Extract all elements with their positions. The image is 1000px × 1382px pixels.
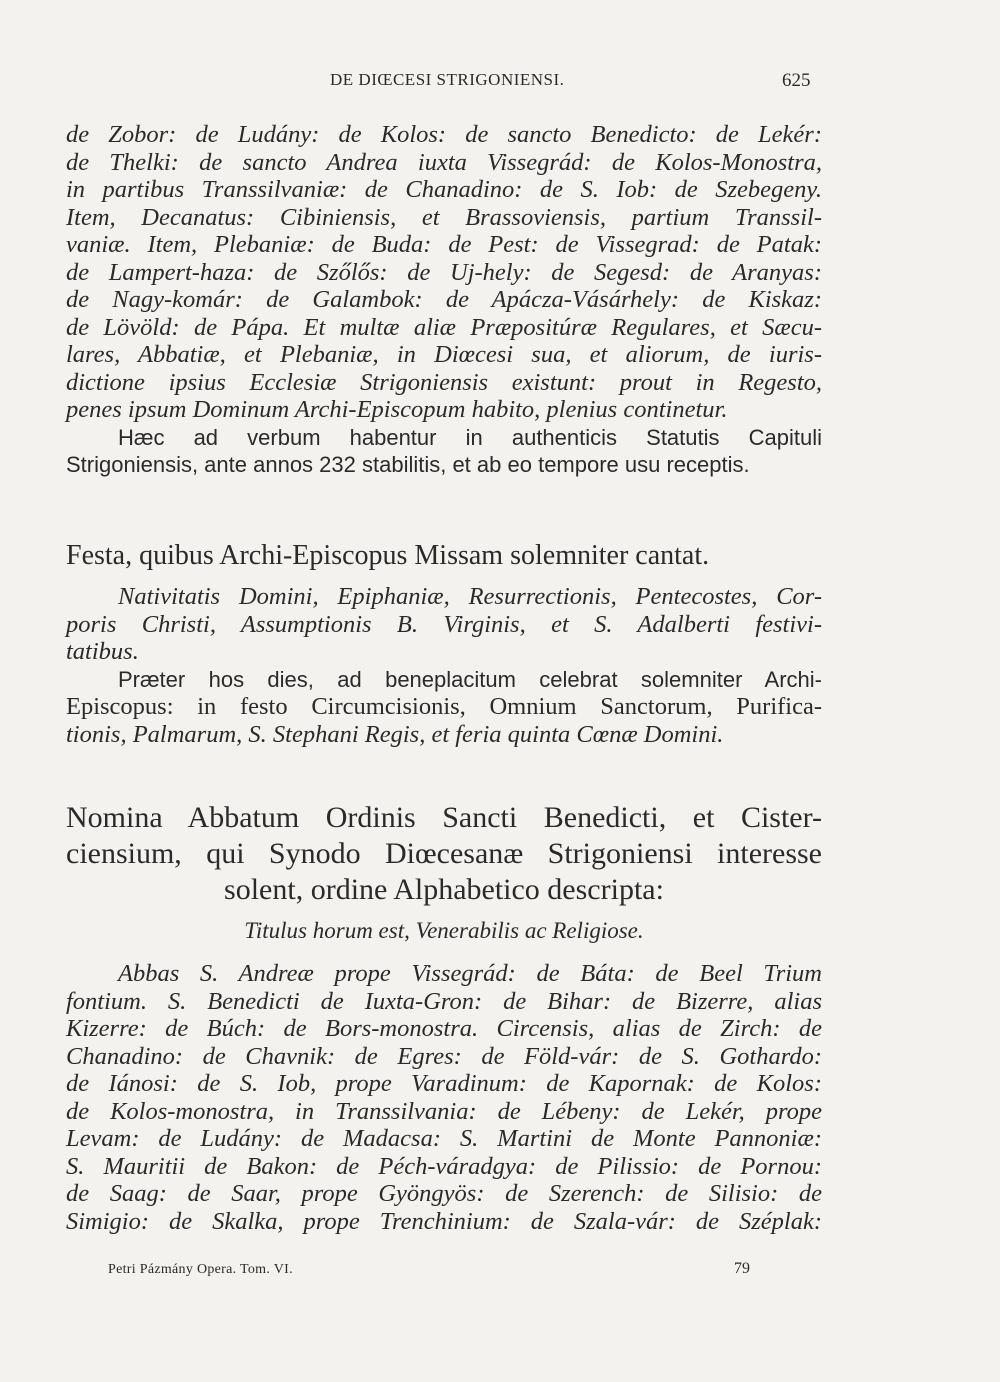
heading-line: ciensium, qui Synodo Diœcesanæ Strigoniensi interesse (66, 837, 822, 870)
heading-line: solent, ordine Alphabetico descripta: (224, 873, 664, 906)
text-line: de Thelki: de sancto Andrea iuxta Vissegrád: de Kolos-Monostra, (66, 148, 822, 176)
text-line: Præter hos dies, ad beneplacitum celebrat solemniter Archi- (118, 666, 822, 692)
text-line: lares, Abbatiæ, et Plebaniæ, in Diœcesi sua, et aliorum, de iuris- (66, 341, 822, 368)
text-line: de Lövöld: de Pápa. Et multæ aliæ Præpositúræ Regulares, et Sæcu- (66, 313, 822, 341)
text-line: tionis, Palmarum, S. Stephani Regis, et feria quinta Cœnæ Domini. (66, 720, 724, 748)
text-line: fontium. S. Benedicti de Iuxta-Gron: de Bihar: de Bizerre, alias (66, 987, 822, 1015)
section-heading-feasts: Festa, quibus Archi-Episcopus Missam solemniter cantat. (66, 540, 710, 571)
text-line: de Nagy-komár: de Galambok: de Apácza-Vásárhely: de Kiskaz: (66, 286, 822, 313)
text-line: Episcopus: in festo Circumcisionis, Omnium Sanctorum, Purifica- (66, 693, 822, 720)
text-line: S. Mauritii de Bakon: de Péch-váradgya: de Pilissio: de Pornou: (66, 1152, 822, 1180)
text-line: Kizerre: de Búch: de Bors-monostra. Circensis, alias de Zirch: de (66, 1015, 822, 1042)
text-line: Simigio: de Skalka, prope Trenchinium: de Szala-vár: de Széplak: (66, 1207, 822, 1235)
footer-sheet-number: 79 (734, 1260, 750, 1277)
text-line: poris Christi, Assumptionis B. Virginis, et S. Adalberti festivi- (66, 610, 822, 638)
text-line: dictione ipsius Ecclesiæ Strigoniensis existunt: prout in Regesto, (66, 368, 822, 396)
note-line: Strigoniensis, ante annos 232 stabilitis, et ab eo tempore usu receptis. (66, 452, 750, 477)
text-line: vaniæ. Item, Plebaniæ: de Buda: de Pest: de Vissegrad: de Patak: (66, 231, 822, 258)
section-abbots (66, 960, 822, 1235)
text-line: de Lampert-haza: de Szőlős: de Uj-hely: de Segesd: de Aranyas: (66, 258, 822, 286)
text-line: Levam: de Ludány: de Madacsa: S. Martini de Monte Pannoniæ: (66, 1125, 822, 1152)
section-parishes (66, 121, 822, 479)
text-line: Item, Decanatus: Cibiniensis, et Brassoviensis, partium Transsil- (66, 203, 822, 231)
text-line: Abbas S. Andreæ prope Vissegrád: de Báta: de Beel Trium (118, 960, 822, 987)
page-number: 625 (782, 70, 811, 91)
text-line: penes ipsum Dominum Archi-Episcopum habito, plenius continetur. (66, 396, 728, 423)
text-line: de Kolos-monostra, in Transsilvania: de Lébeny: de Lekér, prope (66, 1097, 822, 1125)
text-line: in partibus Transsilvaniæ: de Chanadino: de S. Iob: de Szebegeny. (66, 176, 822, 203)
text-line: de Saag: de Saar, prope Gyöngyös: de Szerench: de Silisio: de (66, 1180, 822, 1207)
heading-line: Nomina Abbatum Ordinis Sancti Benedicti, et Cister- (66, 801, 822, 834)
text-line: Nativitatis Domini, Epiphaniæ, Resurrectionis, Pentecostes, Cor- (118, 583, 822, 610)
text-line: de Iánosi: de S. Iob, prope Varadinum: de Kapornak: de Kolos: (66, 1070, 822, 1097)
text-line: tatibus. (66, 638, 139, 665)
text-line: Chanadino: de Chavnik: de Egres: de Föld-vár: de S. Gothardo: (66, 1042, 822, 1070)
running-title: DE DIŒCESI STRIGONIENSI. (330, 70, 565, 89)
footer-signature: Petri Pázmány Opera. Tom. VI. (108, 1262, 293, 1277)
section-heading-abbots (66, 800, 822, 908)
section-subtitle: Titulus horum est, Venerabilis ac Religiose. (244, 918, 644, 943)
text-line: de Zobor: de Ludány: de Kolos: de sancto Benedicto: de Lekér: (66, 121, 822, 148)
section-feasts (66, 583, 822, 748)
note-line: Hæc ad verbum habentur in authenticis Statutis Capituli (118, 424, 822, 450)
